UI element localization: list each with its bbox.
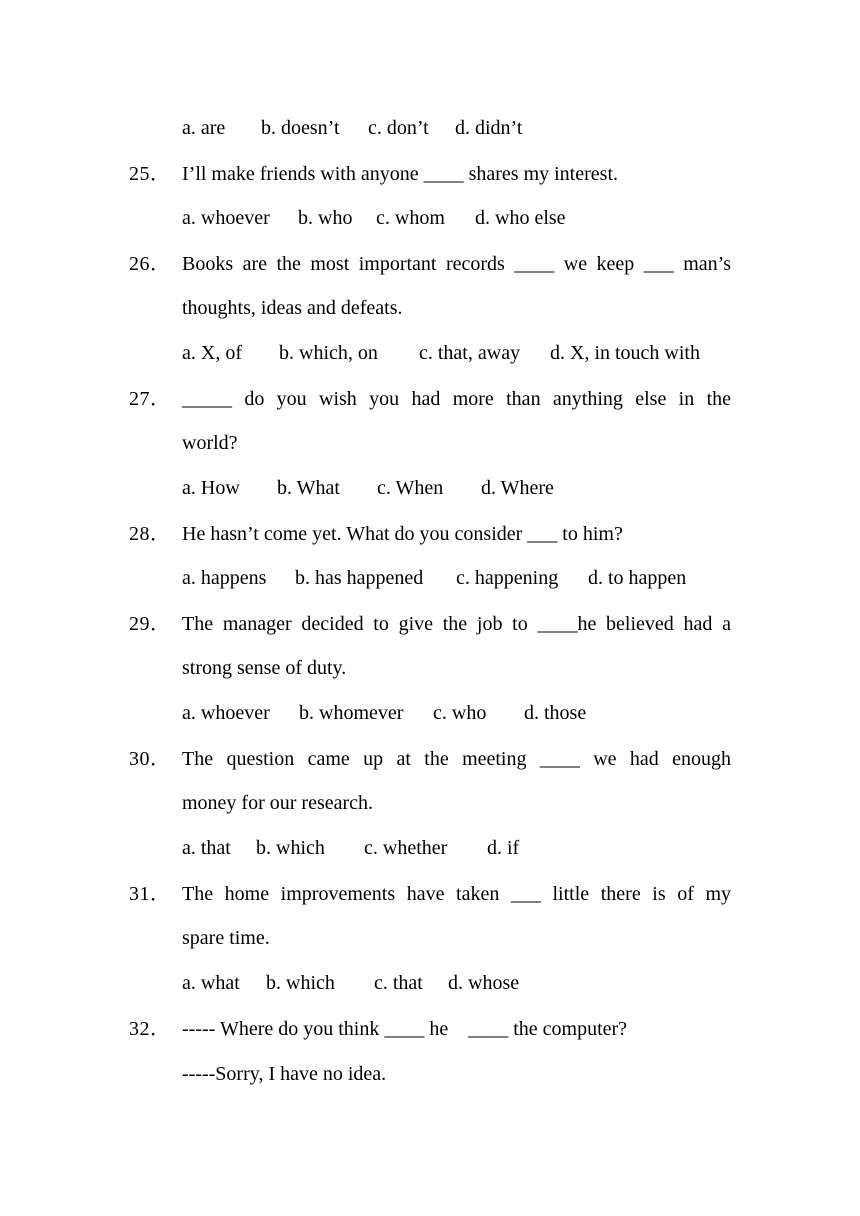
q29-option-b: b. whomever	[299, 702, 404, 724]
q31-option-c: c. that	[374, 972, 423, 994]
q30-option-d: d. if	[487, 837, 520, 859]
q27-option-a: a. How	[182, 477, 240, 499]
q31-number: 31．	[129, 883, 171, 905]
q24-option-b: b. doesn’t	[261, 117, 340, 139]
q28-question: He hasn’t come yet. What do you consider ___ to him?	[182, 523, 623, 545]
q26-option-b: b. which, on	[279, 342, 378, 364]
q25-number: 25．	[129, 163, 171, 185]
q27-number: 27．	[129, 388, 171, 410]
q26-option-c: c. that, away	[419, 342, 521, 364]
q27-option-b: b. What	[277, 477, 340, 499]
q26-option-a: a. X, of	[182, 342, 242, 364]
q30-question-line-2: money for our research.	[182, 792, 374, 814]
q31-option-a: a. what	[182, 972, 240, 994]
q29-question-line-2: strong sense of duty.	[182, 657, 347, 679]
q31-question-line-1: The home improvements have taken ___ little there is of my	[182, 883, 731, 905]
q26-option-d: d. X, in touch with	[550, 342, 700, 364]
q29-option-a: a. whoever	[182, 702, 270, 724]
q28-option-b: b. has happened	[295, 567, 424, 589]
q25-option-c: c. whom	[376, 207, 445, 229]
q31-option-b: b. which	[266, 972, 335, 994]
q27-option-c: c. When	[377, 477, 444, 499]
q24-option-d: d. didn’t	[455, 117, 523, 139]
q26-number: 26．	[129, 253, 171, 275]
q28-number: 28．	[129, 523, 171, 545]
q30-option-c: c. whether	[364, 837, 448, 859]
q27-question-line-1: _____ do you wish you had more than anything else in the	[182, 388, 731, 410]
q31-question-line-2: spare time.	[182, 927, 270, 949]
q25-option-b: b. who	[298, 207, 353, 229]
q28-option-c: c. happening	[456, 567, 559, 589]
q29-option-d: d. those	[524, 702, 587, 724]
q28-option-d: d. to happen	[588, 567, 687, 589]
q25-option-d: d. who else	[475, 207, 566, 229]
q29-option-c: c. who	[433, 702, 487, 724]
q31-option-d: d. whose	[448, 972, 520, 994]
q26-question-line-2: thoughts, ideas and defeats.	[182, 297, 403, 319]
q30-option-a: a. that	[182, 837, 231, 859]
q25-question: I’ll make friends with anyone ____ shares my interest.	[182, 163, 618, 185]
q32-question-line-2: -----Sorry, I have no idea.	[182, 1063, 387, 1085]
q26-question-line-1: Books are the most important records ____ we keep ___ man’s	[182, 253, 731, 275]
q27-option-d: d. Where	[481, 477, 554, 499]
q25-option-a: a. whoever	[182, 207, 270, 229]
q29-question-line-1: The manager decided to give the job to ____he believed had a	[182, 613, 731, 635]
q30-option-b: b. which	[256, 837, 325, 859]
q29-number: 29．	[129, 613, 171, 635]
q24-option-a: a. are	[182, 117, 226, 139]
q32-question-line-1: ----- Where do you think ____ he ____ the computer?	[182, 1018, 628, 1040]
q24-option-c: c. don’t	[368, 117, 429, 139]
q28-option-a: a. happens	[182, 567, 267, 589]
q30-number: 30．	[129, 748, 171, 770]
q32-number: 32．	[129, 1018, 171, 1040]
q30-question-line-1: The question came up at the meeting ____ we had enough	[182, 748, 731, 770]
q27-question-line-2: world?	[182, 432, 238, 454]
